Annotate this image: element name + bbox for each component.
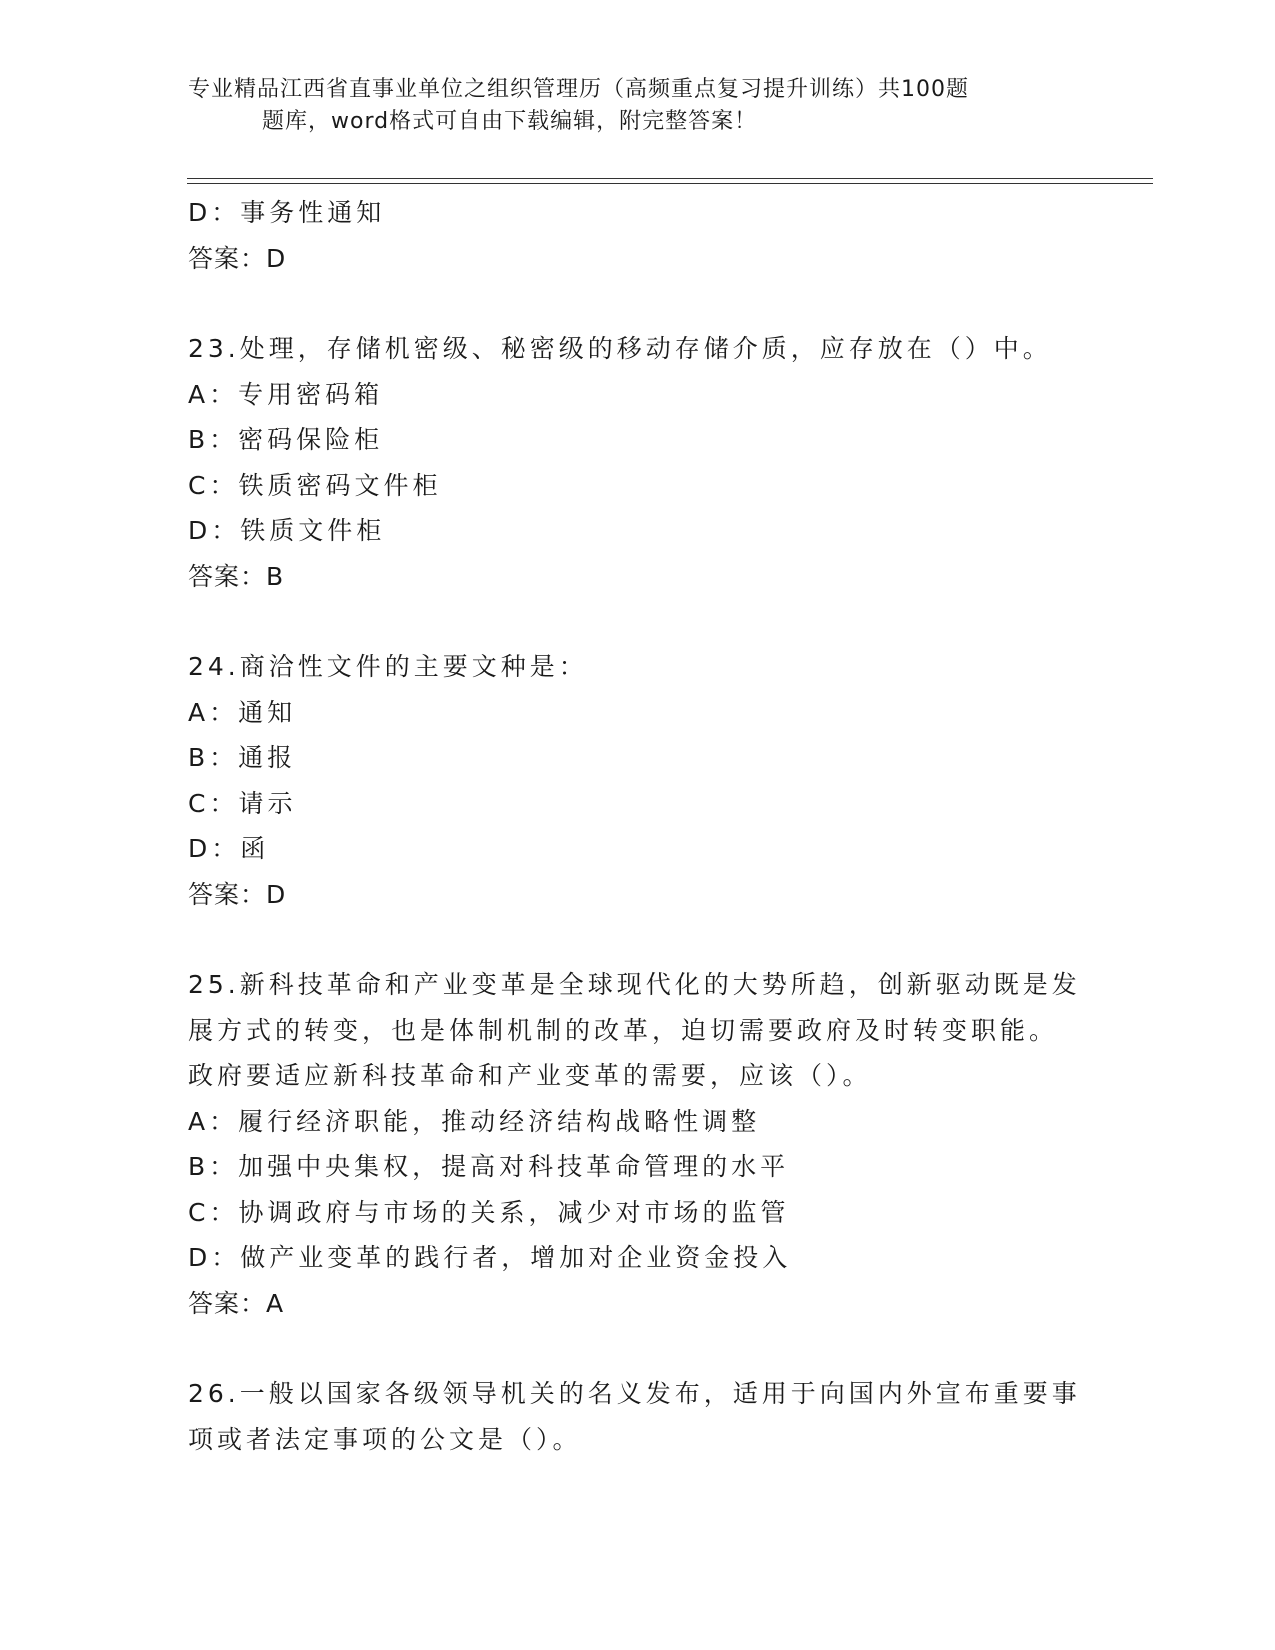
question-23 (188, 326, 1078, 599)
question-text: 23.处理，存储机密级、秘密级的移动存储介质，应存放在（）中。 (188, 334, 1052, 363)
answer: 答案：D (188, 243, 287, 273)
option-c: C：铁质密码文件柜 (188, 470, 442, 500)
option-c: C：请示 (188, 788, 297, 818)
option-a: A：通知 (188, 697, 297, 727)
question-text-line: 26.一般以国家各级领导机关的名义发布，适用于向国内外宣布重要事 (188, 1379, 1081, 1408)
header-title-line1: 专业精品江西省直事业单位之组织管理历（高频重点复习提升训练）共100题 (188, 77, 969, 102)
header-rule-top (187, 178, 1153, 179)
option-d: D：事务性通知 (188, 198, 386, 227)
option-d: D：做产业变革的践行者，增加对企业资金投入 (188, 1243, 792, 1272)
option-d: D：函 (188, 834, 270, 863)
question-text-line: 25.新科技革命和产业变革是全球现代化的大势所趋，创新驱动既是发 (188, 970, 1081, 999)
header-rule-bottom (187, 183, 1153, 184)
question-25 (188, 962, 1081, 1326)
answer: 答案：B (188, 561, 285, 591)
option-d: D：铁质文件柜 (188, 516, 386, 545)
question-text: 24.商洽性文件的主要文种是： (188, 652, 588, 681)
question-26 (188, 1371, 1081, 1462)
option-b: B：通报 (188, 743, 297, 772)
option-b: B：加强中央集权，提高对科技革命管理的水平 (188, 1152, 790, 1181)
option-b: B：密码保险柜 (188, 425, 384, 454)
answer: 答案：A (188, 1288, 285, 1318)
answer: 答案：D (188, 879, 287, 909)
option-a: A：履行经济职能，推动经济结构战略性调整 (188, 1106, 761, 1136)
document-body (188, 190, 1081, 1462)
header-title-line2: 题库，word格式可自由下载编辑，附完整答案！ (262, 109, 758, 134)
option-c: C：协调政府与市场的关系，减少对市场的监管 (188, 1197, 790, 1227)
question-text-line: 展方式的转变，也是体制机制的改革，迫切需要政府及时转变职能。 (188, 1015, 1059, 1045)
document-header (188, 74, 1068, 138)
question-22-tail (188, 190, 1078, 281)
option-a: A：专用密码箱 (188, 379, 384, 409)
question-text-line: 政府要适应新科技革命和产业变革的需要，应该（）。 (188, 1061, 872, 1090)
question-24 (188, 644, 1078, 917)
question-text-line: 项或者法定事项的公文是（）。 (188, 1424, 582, 1454)
